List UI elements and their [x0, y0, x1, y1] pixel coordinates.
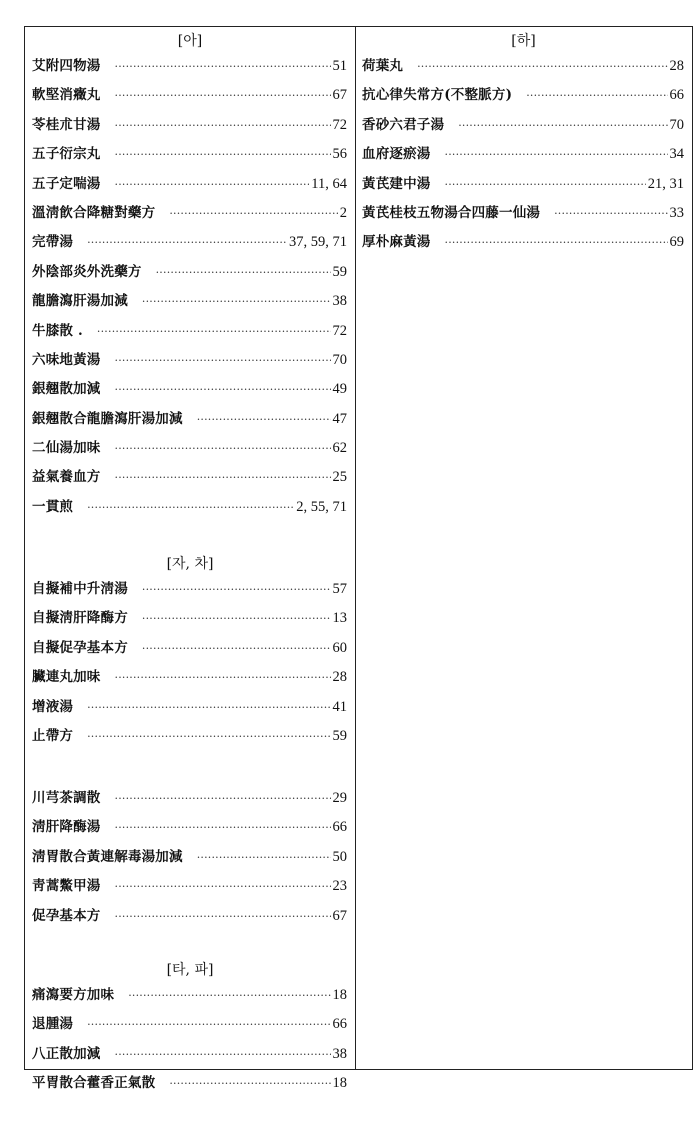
entry-page-number: 59 [332, 263, 347, 280]
entry-page-number: 13 [332, 610, 347, 627]
index-entry [355, 140, 692, 169]
entry-page-number: 69 [669, 234, 684, 251]
index-entry [25, 493, 355, 522]
entry-name: 益氣養血方 [32, 469, 101, 486]
dot-leader [87, 228, 287, 257]
index-entry [25, 872, 355, 901]
dot-leader [142, 604, 331, 633]
entry-list [25, 52, 355, 522]
entry-name: 艾附四物湯 [32, 58, 101, 74]
index-entry [25, 434, 355, 463]
index-entry [25, 52, 355, 81]
right-column [355, 27, 692, 1069]
entry-name: 增液湯 [32, 698, 74, 715]
index-entry [25, 902, 355, 931]
index-entry [25, 346, 355, 375]
dot-leader [115, 170, 310, 199]
entry-page-number: 66 [332, 819, 347, 836]
dot-leader [87, 722, 330, 751]
entry-page-number: 41 [332, 698, 347, 715]
index-entry [25, 375, 355, 404]
dot-leader [115, 52, 331, 81]
entry-list [25, 575, 355, 751]
entry-name: 銀翹散加減 [32, 381, 101, 398]
entry-page-number: 50 [332, 848, 347, 865]
dot-leader [115, 111, 331, 140]
index-entry [355, 170, 692, 199]
entry-name: 血府逐瘀湯 [362, 146, 431, 163]
entry-name: 淸肝降酶湯 [32, 819, 101, 836]
index-table [24, 26, 693, 1092]
entry-page-number: 28 [332, 669, 347, 686]
section-ta [25, 959, 355, 1099]
index-entry [25, 981, 355, 1010]
entry-page-number: 67 [332, 87, 347, 104]
entry-page-number: 2 [339, 204, 347, 221]
dot-leader [156, 258, 331, 287]
entry-page-number: 18 [332, 987, 347, 1003]
dot-leader [87, 493, 294, 522]
entry-page-number: 72 [332, 116, 347, 133]
entry-name: 臟連丸加味 [32, 669, 101, 686]
dot-leader [115, 346, 331, 375]
entry-page-number: 38 [332, 293, 347, 310]
entry-page-number: 2, 55, 71 [296, 498, 347, 515]
entry-name: 軟堅消癥丸 [32, 87, 101, 104]
entry-name: 銀翹散合龍膽瀉肝湯加減 [32, 410, 183, 427]
entry-page-number: 66 [669, 87, 684, 104]
entry-page-number: 60 [332, 639, 347, 656]
entry-page-number: 66 [332, 1016, 347, 1033]
index-entry [25, 813, 355, 842]
entry-name: 自擬淸肝降酶方 [32, 610, 128, 627]
entry-name: 自擬補中升淸湯 [32, 581, 128, 597]
dot-leader [115, 902, 331, 931]
dot-leader [526, 81, 667, 110]
section-a [25, 30, 355, 522]
entry-page-number: 18 [332, 1075, 347, 1092]
index-entry [355, 199, 692, 228]
dot-leader [87, 1010, 330, 1039]
dot-leader [115, 140, 331, 169]
dot-leader [197, 405, 331, 434]
dot-leader [115, 872, 331, 901]
index-entry [355, 81, 692, 110]
dot-leader [458, 111, 667, 140]
index-entry [25, 140, 355, 169]
section-cha [25, 784, 355, 931]
entry-name: 自擬促孕基本方 [32, 639, 128, 656]
index-entry [25, 199, 355, 228]
index-entry [25, 604, 355, 633]
entry-page-number: 33 [669, 204, 684, 221]
section-heading: [아] [177, 33, 203, 49]
entry-page-number: 21, 31 [647, 175, 684, 192]
index-entry [25, 575, 355, 604]
dot-leader [115, 375, 331, 404]
index-entry [25, 170, 355, 199]
index-entry [25, 228, 355, 257]
index-entry [25, 463, 355, 492]
entry-name: 痛瀉要方加味 [32, 987, 115, 1003]
dot-leader [115, 434, 331, 463]
index-entry [25, 1010, 355, 1039]
index-entry [25, 722, 355, 751]
dot-leader [115, 1040, 331, 1069]
entry-name: 二仙湯加味 [32, 440, 101, 457]
entry-name: 五子定喘湯 [32, 175, 101, 192]
section-heading: [하] [511, 33, 536, 49]
entry-name: 完帶湯 [32, 234, 74, 251]
dot-leader [142, 287, 331, 316]
entry-page-number: 72 [332, 322, 347, 339]
dot-leader [417, 52, 667, 81]
entry-page-number: 49 [332, 381, 347, 398]
entry-name: 厚朴麻黃湯 [362, 234, 431, 251]
entry-list [355, 52, 692, 258]
entry-name: 抗心律失常方(不整脈方) [362, 87, 513, 104]
dot-leader [97, 317, 331, 346]
index-entry [355, 228, 692, 257]
entry-page-number: 57 [332, 581, 347, 597]
entry-page-number: 38 [332, 1045, 347, 1062]
entry-name: 荷葉丸 [362, 58, 404, 74]
entry-name: 平胃散合藿香正氣散 [32, 1075, 156, 1092]
entry-page-number: 25 [332, 469, 347, 486]
dot-leader [115, 463, 331, 492]
entry-name: 苓桂朮甘湯 [32, 116, 101, 133]
dot-leader [115, 81, 331, 110]
dot-leader [445, 170, 646, 199]
entry-name: 川芎茶調散 [32, 790, 101, 806]
section-ha [355, 30, 692, 258]
entry-page-number: 59 [332, 727, 347, 744]
entry-page-number: 28 [669, 58, 684, 74]
index-entry [25, 663, 355, 692]
index-entry [25, 693, 355, 722]
dot-leader [142, 634, 331, 663]
entry-name: 止帶方 [32, 727, 74, 744]
entry-name: 五子衍宗丸 [32, 146, 101, 163]
index-entry [25, 843, 355, 872]
entry-page-number: 34 [669, 146, 684, 163]
index-entry [25, 287, 355, 316]
index-entry [25, 1040, 355, 1069]
entry-page-number: 70 [669, 116, 684, 133]
dot-leader [169, 1069, 330, 1098]
dot-leader [115, 784, 331, 813]
index-entry [355, 52, 692, 81]
section-heading: [타, 파] [166, 962, 214, 978]
entry-page-number: 67 [332, 907, 347, 924]
dot-leader [554, 199, 667, 228]
entry-name: 牛膝散 . [32, 322, 83, 339]
index-entry [25, 1069, 355, 1098]
entry-name: 促孕基本方 [32, 907, 101, 924]
section-ja [25, 553, 355, 751]
entry-name: 溫淸飮合降糖對藥方 [32, 204, 156, 221]
index-entry [25, 258, 355, 287]
entry-name: 淸胃散合黃連解毒湯加減 [32, 848, 183, 865]
dot-leader [197, 843, 331, 872]
left-column [25, 27, 356, 1092]
entry-list [25, 784, 355, 931]
section-heading: [자, 차] [166, 556, 214, 572]
entry-name: 八正散加減 [32, 1045, 101, 1062]
entry-page-number: 70 [332, 351, 347, 368]
entry-name: 退腫湯 [32, 1016, 74, 1033]
dot-leader [169, 199, 337, 228]
entry-page-number: 11, 64 [311, 175, 347, 192]
entry-list [25, 981, 355, 1099]
entry-page-number: 56 [332, 146, 347, 163]
dot-leader [445, 228, 668, 257]
entry-name: 靑蒿鱉甲湯 [32, 878, 101, 895]
dot-leader [128, 981, 330, 1010]
dot-leader [445, 140, 668, 169]
entry-name: 六味地黃湯 [32, 351, 101, 368]
dot-leader [115, 813, 331, 842]
entry-page-number: 62 [332, 440, 347, 457]
entry-page-number: 23 [332, 878, 347, 895]
dot-leader [87, 693, 330, 722]
index-entry [25, 784, 355, 813]
entry-page-number: 47 [332, 410, 347, 427]
index-entry [25, 405, 355, 434]
dot-leader [115, 663, 331, 692]
entry-name: 一貫煎 [32, 498, 74, 515]
index-entry [25, 317, 355, 346]
index-entry [355, 111, 692, 140]
dot-leader [142, 575, 331, 604]
entry-page-number: 29 [332, 790, 347, 806]
entry-page-number: 51 [332, 58, 347, 74]
entry-page-number: 37, 59, 71 [289, 234, 347, 251]
entry-name: 外陰部炎外洗藥方 [32, 263, 142, 280]
entry-name: 黃芪建中湯 [362, 175, 431, 192]
index-entry [25, 111, 355, 140]
entry-name: 黃芪桂枝五物湯合四藤一仙湯 [362, 204, 541, 221]
index-entry [25, 634, 355, 663]
entry-name: 香砂六君子湯 [362, 116, 445, 133]
entry-name: 龍膽瀉肝湯加減 [32, 293, 128, 310]
index-entry [25, 81, 355, 110]
